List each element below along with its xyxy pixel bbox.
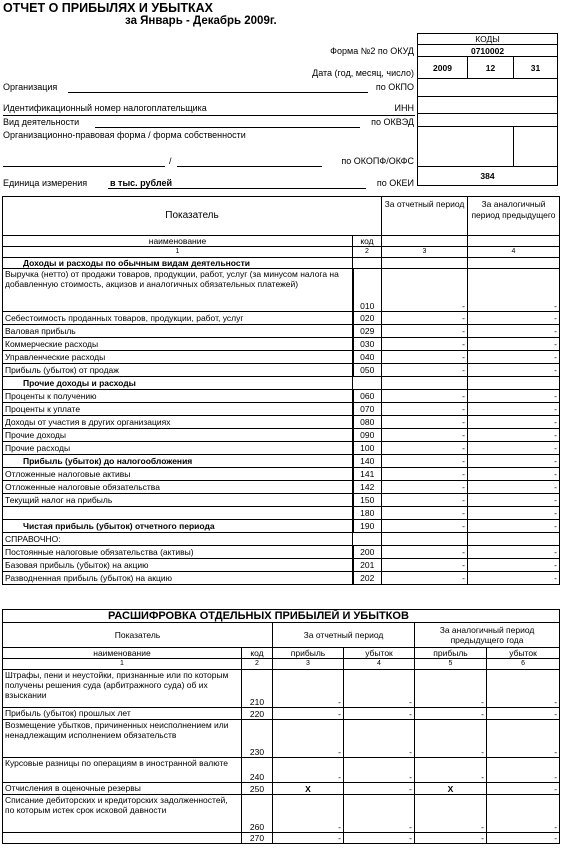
table-row [3,312,560,325]
row-current[interactable]: - [382,364,468,377]
col-current: За отчетный период [382,197,468,236]
row-name: Управленческие расходы [3,351,353,364]
row-name: Штрафы, пени и неустойки, признанные или по которым получены решения суда (арбитражного суда) об их взыскании [3,670,242,708]
row-prev[interactable] [468,533,560,546]
row-value[interactable]: - [487,758,560,783]
bd-col-current: За отчетный период [273,623,415,648]
date-month: 12 [468,57,514,79]
okei-label: по ОКЕИ [376,178,414,188]
bd-num-3: 3 [273,659,344,670]
row-code: 080 [353,416,382,429]
bd-sub-name: наименование [3,648,242,659]
row-name: Отложенные налоговые активы [3,468,353,481]
row-value[interactable]: - [415,720,487,758]
row-name: Прибыль (убыток) от продаж [3,364,353,377]
row-current[interactable]: - [382,468,468,481]
activity-label: Вид деятельности [3,117,80,127]
row-current[interactable] [382,377,468,390]
num-4: 4 [468,247,560,258]
table-row [3,572,560,585]
table-row [3,533,560,546]
row-current[interactable]: - [382,429,468,442]
row-code: 142 [353,481,382,494]
table-row [3,507,560,520]
table-row [3,546,560,559]
table-row [3,720,560,758]
row-value[interactable]: X [273,783,344,795]
row-prev[interactable]: - [468,572,560,585]
ownership-underline [177,166,322,167]
row-current[interactable] [382,258,468,269]
row-code: 200 [353,546,382,559]
org-underline [68,92,368,93]
row-code: 250 [242,783,273,795]
legal-form-underline [3,166,165,167]
row-name [3,833,242,844]
row-value[interactable]: - [273,720,344,758]
table-row [3,559,560,572]
row-prev[interactable]: - [468,559,560,572]
num-3: 3 [382,247,468,258]
bd-sub-code: код [242,648,273,659]
codes-label: КОДЫ [418,34,558,45]
row-code: 010 [353,269,382,312]
table-row [3,416,560,429]
row-prev[interactable]: - [468,546,560,559]
income-statement-table [2,196,560,585]
row-prev[interactable]: - [468,520,560,533]
okved-value[interactable] [418,114,558,127]
row-current[interactable]: - [382,572,468,585]
row-value[interactable]: - [487,670,560,708]
bd-num-5: 5 [415,659,487,670]
form-code: 0710002 [418,45,558,57]
row-code [353,377,382,390]
col-indicator: Показатель [3,197,382,236]
row-value[interactable]: - [344,708,415,720]
okopf-value[interactable] [418,127,514,167]
table-row [3,403,560,416]
table-row [3,758,560,783]
row-name: Базовая прибыль (убыток) на акцию [3,559,353,572]
row-value[interactable]: X [415,783,487,795]
row-current[interactable]: - [382,559,468,572]
table-row [3,351,560,364]
row-value[interactable]: - [487,783,560,795]
row-name: Прибыль (убыток) до налогообложения [3,455,353,468]
row-code: 190 [353,520,382,533]
row-prev[interactable]: - [468,468,560,481]
row-current[interactable]: - [382,520,468,533]
row-code [353,533,382,546]
row-name: Прибыль (убыток) прошлых лет [3,708,242,720]
row-prev[interactable] [468,258,560,269]
row-name: Доходы и расходы по обычным видам деятельности [3,258,353,269]
col-prev: За аналогичный период предыдущего [468,197,560,236]
row-current[interactable] [382,533,468,546]
date-day: 31 [514,57,558,79]
row-name: Себестоимость проданных товаров, продукции, работ, услуг [3,312,353,325]
row-prev[interactable]: - [468,325,560,338]
row-current[interactable]: - [382,494,468,507]
breakdown-table [2,609,560,844]
report-period: за Январь - Декабрь 2009г. [125,15,277,27]
table-row [3,442,560,455]
row-value[interactable]: - [273,758,344,783]
row-current[interactable]: - [382,481,468,494]
row-value[interactable]: - [273,670,344,708]
row-current[interactable]: - [382,507,468,520]
row-current[interactable]: - [382,442,468,455]
row-code: 220 [242,708,273,720]
table-row [3,455,560,468]
row-code [353,258,382,269]
row-prev[interactable]: - [468,507,560,520]
codes-box [417,33,558,186]
table-row [3,833,560,844]
bd-col-indicator: Показатель [3,623,273,648]
row-value[interactable]: - [273,708,344,720]
table-row [3,390,560,403]
bd-col-prev: За аналогичный период предыдущего года [415,623,560,648]
row-name: Отчисления в оценочные резервы [3,783,242,795]
unit-underline [108,188,366,189]
report-title: ОТЧЕТ О ПРИБЫЛЯХ И УБЫТКАХ [3,1,213,15]
bd-loss-current: убыток [344,648,415,659]
row-code: 240 [242,758,273,783]
row-value[interactable]: - [415,758,487,783]
row-name: Проценты к получению [3,390,353,403]
row-value[interactable]: - [415,833,487,844]
table-row [3,377,560,390]
bd-num-1: 1 [3,659,242,670]
row-prev[interactable]: - [468,494,560,507]
okpo-label: по ОКПО [375,82,414,92]
row-prev[interactable] [468,377,560,390]
activity-underline [95,127,360,128]
row-value[interactable]: - [273,833,344,844]
row-value[interactable]: - [487,720,560,758]
date-label: Дата (год, месяц, число) [312,68,414,78]
row-value[interactable]: - [344,833,415,844]
row-code: 030 [353,338,382,351]
legal-form-label: Организационно-правовая форма / форма собственности [3,130,246,140]
row-code: 150 [353,494,382,507]
row-value[interactable]: - [415,670,487,708]
inn-value[interactable] [418,97,558,114]
row-current[interactable]: - [382,338,468,351]
row-name: Прочие расходы [3,442,353,455]
sub-name: наименование [3,236,353,247]
date-year: 2009 [418,57,468,79]
row-name: Разводненная прибыль (убыток) на акцию [3,572,353,585]
row-value[interactable]: - [344,720,415,758]
table-row [3,708,560,720]
bd-num-4: 4 [344,659,415,670]
table-row [3,338,560,351]
row-prev[interactable]: - [468,351,560,364]
row-current[interactable]: - [382,416,468,429]
bd-loss-prev: убыток [487,648,560,659]
bd-num-6: 6 [487,659,560,670]
row-prev[interactable]: - [468,269,560,312]
org-label: Организация [3,82,58,92]
row-value[interactable]: - [487,833,560,844]
row-name: Постоянные налоговые обязательства (активы) [3,546,353,559]
row-current[interactable]: - [382,325,468,338]
row-code: 090 [353,429,382,442]
row-code: 060 [353,390,382,403]
num-1: 1 [3,247,353,258]
row-prev[interactable]: - [468,403,560,416]
row-prev[interactable]: - [468,364,560,377]
table-row [3,468,560,481]
row-name: Отложенные налоговые обязательства [3,481,353,494]
row-prev[interactable]: - [468,312,560,325]
legal-form-slash: / [169,156,172,166]
table-row [3,520,560,533]
row-code: 020 [353,312,382,325]
row-name: Выручка (нетто) от продажи товаров, продукции, работ, услуг (за минусом налога на добавленную стоимость, акцизов и аналогичных обязательных платежей) [3,269,353,312]
row-name: Возмещение убытков, причиненных неисполнением или ненадлежащим исполнением обязательств [3,720,242,758]
row-value[interactable]: - [415,708,487,720]
row-value[interactable]: - [415,795,487,833]
row-current[interactable]: - [382,455,468,468]
row-code: 070 [353,403,382,416]
row-name: Курсовые разницы по операциям в иностранной валюте [3,758,242,783]
form-label: Форма №2 по ОКУД [330,46,414,56]
table-row [3,670,560,708]
row-name: Коммерческие расходы [3,338,353,351]
row-code: 140 [353,455,382,468]
row-value[interactable]: - [487,708,560,720]
row-code: 040 [353,351,382,364]
row-value[interactable]: - [344,795,415,833]
table-row [3,364,560,377]
row-name: Проценты к уплате [3,403,353,416]
table-row [3,269,560,312]
row-name: СПРАВОЧНО: [3,533,353,546]
num-2: 2 [353,247,382,258]
row-prev[interactable]: - [468,442,560,455]
row-current[interactable]: - [382,269,468,312]
row-name: Списание дебиторских и кредиторских задолженностей, по которым истек срок исковой давности [3,795,242,833]
unit-value: в тыс. рублей [110,178,172,188]
row-code: 270 [242,833,273,844]
row-current[interactable]: - [382,312,468,325]
row-name: Прочие доходы и расходы [3,377,353,390]
row-current[interactable]: - [382,390,468,403]
row-value[interactable]: - [487,795,560,833]
row-code: 180 [353,507,382,520]
table-row [3,429,560,442]
row-name: Чистая прибыль (убыток) отчетного периода [3,520,353,533]
bd-profit-current: прибыль [273,648,344,659]
unit-label: Единица измерения [3,178,88,188]
row-prev[interactable]: - [468,455,560,468]
table-row [3,481,560,494]
bd-num-2: 2 [242,659,273,670]
row-value[interactable]: - [344,783,415,795]
row-name: Доходы от участия в других организациях [3,416,353,429]
row-name: Текущий налог на прибыль [3,494,353,507]
okopf-label: по ОКОПФ/ОКФС [341,156,414,166]
row-prev[interactable]: - [468,338,560,351]
row-code: 050 [353,364,382,377]
table-row [3,494,560,507]
okfs-value[interactable] [514,127,558,167]
breakdown-title: РАСШИФРОВКА ОТДЕЛЬНЫХ ПРИБЫЛЕЙ И УБЫТКОВ [3,610,560,623]
row-value[interactable]: - [344,758,415,783]
okei-code: 384 [418,167,558,186]
row-code: 230 [242,720,273,758]
row-value[interactable]: - [344,670,415,708]
row-code: 202 [353,572,382,585]
table-row [3,258,560,269]
row-prev[interactable]: - [468,429,560,442]
row-current[interactable]: - [382,546,468,559]
row-value[interactable]: - [273,795,344,833]
row-name: Прочие доходы [3,429,353,442]
row-code: 141 [353,468,382,481]
row-code: 210 [242,670,273,708]
row-current[interactable]: - [382,351,468,364]
bd-profit-prev: прибыль [415,648,487,659]
inn-label: Идентификационный номер налогоплательщика [3,103,207,113]
row-code: 201 [353,559,382,572]
row-name [3,507,353,520]
row-code: 260 [242,795,273,833]
table-row [3,795,560,833]
row-prev[interactable]: - [468,390,560,403]
row-current[interactable]: - [382,403,468,416]
row-prev[interactable]: - [468,481,560,494]
okpo-value[interactable] [418,79,558,97]
row-prev[interactable]: - [468,416,560,429]
inn-short-label: ИНН [394,103,414,113]
sub-code: код [353,236,382,247]
inn-underline [3,115,415,116]
table-row [3,325,560,338]
row-name: Валовая прибыль [3,325,353,338]
row-code: 029 [353,325,382,338]
row-code: 100 [353,442,382,455]
table-row [3,783,560,795]
okved-label: по ОКВЭД [371,117,414,127]
